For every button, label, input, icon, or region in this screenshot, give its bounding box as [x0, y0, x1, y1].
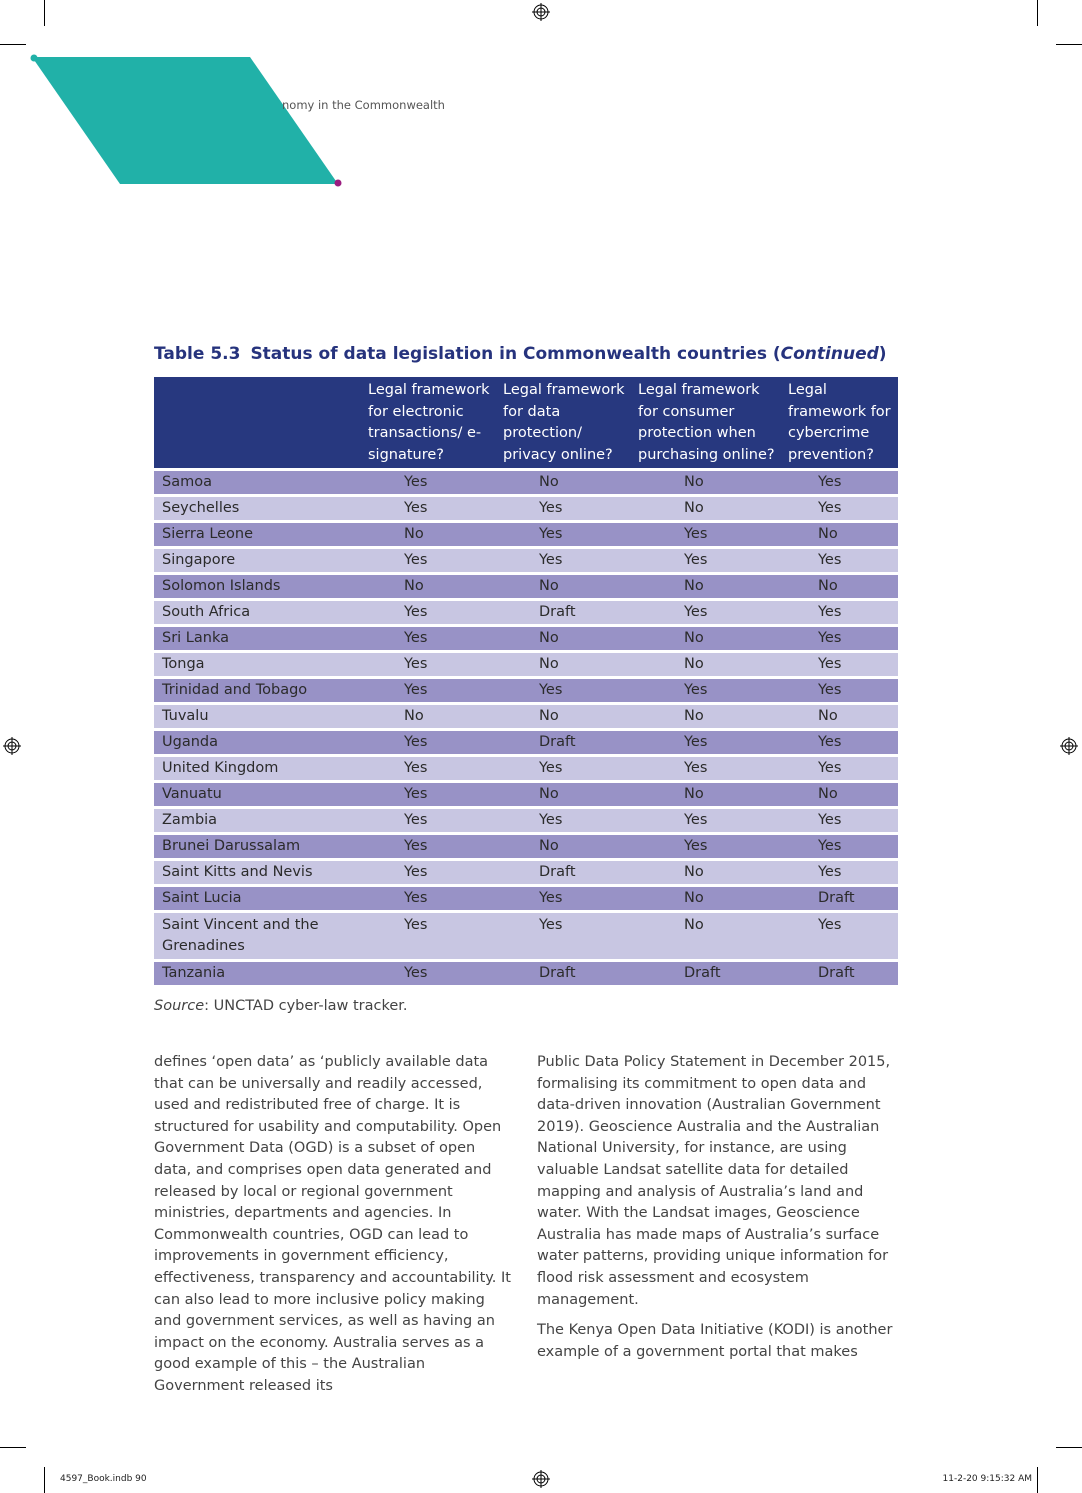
- status-cell: Yes: [784, 546, 898, 572]
- paragraph: defines ‘open data’ as ‘publicly available data that can be universally and readily accessed, used and redistributed free of charge. It is structured for usability and computability. Open Government Data (OGD) is a subset of open data, and comprises open data generated and released by local or regional government ministries, departments and agencies. In Commonwealth countries, OGD can lead to improvements in government efficiency, effectiveness, transparency and accountability. It can also lead to more inclusive policy making and government services, as well as having an impact on the economy. Australia serves as a good example of this – the Australian Government released its: [154, 1054, 511, 1394]
- status-cell: Yes: [364, 676, 499, 702]
- country-cell: Samoa: [154, 468, 364, 494]
- status-cell: Yes: [784, 728, 898, 754]
- table-row: [154, 780, 898, 806]
- footer-timestamp: 11-2-20 9:15:32 AM: [942, 1474, 1032, 1484]
- table-row: [154, 598, 898, 624]
- country-cell: Tonga: [154, 650, 364, 676]
- crop-mark: [1037, 0, 1038, 26]
- table-row: [154, 494, 898, 520]
- status-cell: No: [499, 780, 634, 806]
- status-cell: Yes: [634, 728, 784, 754]
- paragraph: The Kenya Open Data Initiative (KODI) is another example of a government portal that makes: [537, 1322, 893, 1360]
- country-cell: Uganda: [154, 728, 364, 754]
- table-row: [154, 959, 898, 985]
- country-cell: Singapore: [154, 546, 364, 572]
- status-cell: Yes: [784, 858, 898, 884]
- country-cell: Saint Vincent and the Grenadines: [154, 910, 364, 959]
- status-cell: Yes: [784, 806, 898, 832]
- status-cell: Yes: [364, 780, 499, 806]
- table-row: [154, 910, 898, 959]
- status-cell: Yes: [634, 754, 784, 780]
- registration-mark-icon: [532, 3, 550, 21]
- table-row: [154, 624, 898, 650]
- country-cell: Sri Lanka: [154, 624, 364, 650]
- country-cell: Vanuatu: [154, 780, 364, 806]
- status-cell: Yes: [364, 884, 499, 910]
- crop-mark: [1037, 1467, 1038, 1493]
- status-cell: No: [364, 702, 499, 728]
- status-cell: Yes: [364, 494, 499, 520]
- status-cell: Draft: [499, 959, 634, 985]
- status-cell: Yes: [499, 546, 634, 572]
- status-cell: Yes: [499, 494, 634, 520]
- table-row: [154, 650, 898, 676]
- status-cell: Yes: [784, 598, 898, 624]
- status-cell: No: [634, 702, 784, 728]
- status-cell: Draft: [499, 728, 634, 754]
- table-row: [154, 858, 898, 884]
- column-header: Legal framework for cybercrime prevention?: [784, 377, 898, 468]
- status-cell: Yes: [634, 546, 784, 572]
- body-column-right: [537, 1052, 899, 1372]
- status-cell: No: [499, 832, 634, 858]
- country-cell: Trinidad and Tobago: [154, 676, 364, 702]
- status-cell: Yes: [634, 520, 784, 546]
- status-cell: No: [634, 858, 784, 884]
- country-cell: Brunei Darussalam: [154, 832, 364, 858]
- status-cell: No: [634, 650, 784, 676]
- status-cell: Draft: [499, 858, 634, 884]
- table-number: Table 5.3: [154, 344, 241, 364]
- status-cell: Yes: [499, 884, 634, 910]
- status-cell: Draft: [634, 959, 784, 985]
- status-cell: Yes: [784, 832, 898, 858]
- status-cell: No: [634, 910, 784, 959]
- status-cell: Draft: [499, 598, 634, 624]
- table-row: [154, 806, 898, 832]
- country-cell: Sierra Leone: [154, 520, 364, 546]
- table-row: [154, 572, 898, 598]
- status-cell: Yes: [499, 754, 634, 780]
- paragraph: Public Data Policy Statement in December 2015, formalising its commitment to open data and data-driven innovation (Australian Government 2019). Geoscience Australia and the Australian National University, for instance, are using valuable Landsat satellite data for detailed mapping and analysis of Australia’s land and water. With the Landsat images, Geoscience Australia has made maps of Australia’s surface water patterns, providing unique information for flood risk assessment and ecosystem management.: [537, 1054, 891, 1308]
- status-cell: Yes: [364, 598, 499, 624]
- status-cell: Yes: [499, 910, 634, 959]
- status-cell: Yes: [784, 624, 898, 650]
- status-cell: Yes: [364, 468, 499, 494]
- country-cell: Solomon Islands: [154, 572, 364, 598]
- status-cell: No: [634, 884, 784, 910]
- crop-mark: [0, 1447, 26, 1448]
- status-cell: No: [364, 520, 499, 546]
- status-cell: No: [784, 572, 898, 598]
- status-cell: Yes: [784, 676, 898, 702]
- country-cell: Tuvalu: [154, 702, 364, 728]
- legislation-table: [154, 377, 898, 985]
- status-cell: Yes: [364, 650, 499, 676]
- country-cell: Saint Lucia: [154, 884, 364, 910]
- body-column-left: [154, 1052, 516, 1407]
- status-cell: No: [499, 702, 634, 728]
- status-cell: No: [784, 520, 898, 546]
- status-cell: No: [499, 468, 634, 494]
- column-header: [154, 377, 364, 468]
- status-cell: Yes: [634, 598, 784, 624]
- status-cell: No: [364, 572, 499, 598]
- table-source: [154, 998, 408, 1014]
- status-cell: Yes: [364, 910, 499, 959]
- status-cell: No: [499, 650, 634, 676]
- table-title-close: ): [878, 344, 887, 364]
- status-cell: No: [499, 572, 634, 598]
- country-cell: United Kingdom: [154, 754, 364, 780]
- running-title: nomy in the Commonwealth: [282, 98, 445, 112]
- status-cell: Yes: [364, 754, 499, 780]
- registration-mark-icon: [1060, 737, 1078, 755]
- status-cell: Yes: [784, 468, 898, 494]
- status-cell: Yes: [634, 806, 784, 832]
- crop-mark: [44, 1467, 45, 1493]
- table-row: [154, 884, 898, 910]
- crop-mark: [1056, 1447, 1082, 1448]
- status-cell: Yes: [364, 858, 499, 884]
- table-continued: Continued: [780, 344, 879, 364]
- status-cell: Draft: [784, 884, 898, 910]
- country-cell: Seychelles: [154, 494, 364, 520]
- footer-file-info: 4597_Book.indb 90: [60, 1474, 147, 1484]
- status-cell: No: [784, 780, 898, 806]
- table-row: [154, 676, 898, 702]
- status-cell: Draft: [784, 959, 898, 985]
- status-cell: Yes: [784, 650, 898, 676]
- status-cell: Yes: [364, 806, 499, 832]
- status-cell: Yes: [499, 806, 634, 832]
- table-row: [154, 728, 898, 754]
- country-cell: South Africa: [154, 598, 364, 624]
- status-cell: Yes: [499, 676, 634, 702]
- status-cell: Yes: [784, 494, 898, 520]
- table-row: [154, 832, 898, 858]
- status-cell: Yes: [499, 520, 634, 546]
- status-cell: Yes: [364, 959, 499, 985]
- status-cell: Yes: [364, 546, 499, 572]
- table-header-row: [154, 377, 898, 468]
- table-row: [154, 520, 898, 546]
- table-title-text: Status of data legislation in Commonwealth countries (: [250, 344, 781, 364]
- status-cell: Yes: [634, 676, 784, 702]
- crop-mark: [1056, 44, 1082, 45]
- source-label: Source: [154, 998, 205, 1014]
- status-cell: No: [499, 624, 634, 650]
- column-header: Legal framework for electronic transactions/ e-signature?: [364, 377, 499, 468]
- status-cell: No: [634, 494, 784, 520]
- status-cell: Yes: [364, 624, 499, 650]
- status-cell: Yes: [364, 728, 499, 754]
- country-cell: Zambia: [154, 806, 364, 832]
- status-cell: Yes: [784, 910, 898, 959]
- table-row: [154, 702, 898, 728]
- registration-mark-icon: [3, 737, 21, 755]
- status-cell: No: [634, 624, 784, 650]
- table-row: [154, 468, 898, 494]
- status-cell: Yes: [784, 754, 898, 780]
- status-cell: No: [634, 780, 784, 806]
- table-row: [154, 546, 898, 572]
- source-text: : UNCTAD cyber-law tracker.: [204, 998, 408, 1014]
- status-cell: Yes: [364, 832, 499, 858]
- table-row: [154, 754, 898, 780]
- registration-mark-icon: [532, 1470, 550, 1488]
- status-cell: Yes: [634, 832, 784, 858]
- status-cell: No: [634, 468, 784, 494]
- country-cell: Tanzania: [154, 959, 364, 985]
- crop-mark: [44, 0, 45, 26]
- country-cell: Saint Kitts and Nevis: [154, 858, 364, 884]
- column-header: Legal framework for data protection/ privacy online?: [499, 377, 634, 468]
- status-cell: No: [784, 702, 898, 728]
- column-header: Legal framework for consumer protection when purchasing online?: [634, 377, 784, 468]
- header-accent-shape: [28, 52, 348, 192]
- table-title: [154, 344, 887, 364]
- status-cell: No: [634, 572, 784, 598]
- crop-mark: [0, 44, 26, 45]
